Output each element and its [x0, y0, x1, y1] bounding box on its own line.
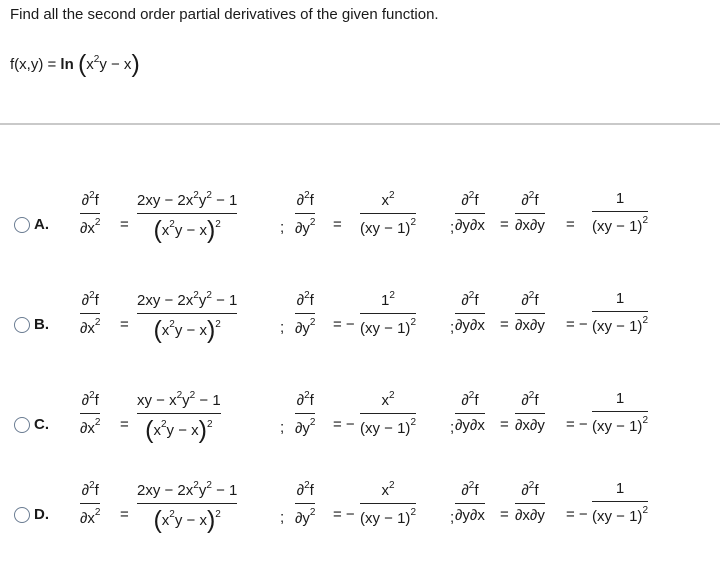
fyx-operator: ∂$^2$f ∂y∂x [455, 190, 485, 235]
fyy-operator: ∂$^2$f $\partial y^2$ [295, 290, 316, 338]
fxx-operator: ∂$^2$f $\partial x^2$ [80, 480, 101, 528]
answer-option[interactable]: C. ∂$^2$f $\partial x^2$ = xy − $x^2y^2 - 1$ $(x^2y - x)^2$ ; ∂$^2$f $\partial y^2$ = − $x^2$ (xy − 1)$^2$ ; ∂$^2$f ∂y∂x = ∂$^2$f ∂x∂y = − 1 (xy − 1)$^2$ [0, 381, 720, 471]
option-label: B. [34, 316, 49, 333]
fxx-value: xy − $x^2y^2 - 1$ $(x^2y - x)^2$ [137, 390, 221, 445]
fxx-operator: ∂$^2$f $\partial x^2$ [80, 190, 101, 238]
answer-option[interactable]: B. ∂$^2$f $\partial x^2$ = $2xy - 2x^2y^2 - 1$ $(x^2y - x)^2$ ; ∂$^2$f $\partial y^2$ = − $1^2$ (xy − 1)$^2$ ; ∂$^2$f ∂y∂x = ∂$^2$f ∂x∂y = − 1 (xy − 1)$^2$ [0, 281, 720, 371]
question-prompt: Find all the second order partial derivatives of the given function. [10, 6, 439, 23]
fyx-operator: ∂$^2$f ∂y∂x [455, 390, 485, 435]
radio-button[interactable] [14, 317, 30, 333]
fxy-operator: ∂$^2$f ∂x∂y [515, 290, 545, 335]
fxx-operator: ∂$^2$f $\partial x^2$ [80, 290, 101, 338]
answer-option[interactable]: D. ∂$^2$f $\partial x^2$ = $2xy - 2x^2y^2 - 1$ $(x^2y - x)^2$ ; ∂$^2$f $\partial y^2$ = − $x^2$ (xy − 1)$^2$ ; ∂$^2$f ∂y∂x = ∂$^2$f ∂x∂y = − 1 (xy − 1)$^2$ [0, 471, 720, 561]
fxy-operator: ∂$^2$f ∂x∂y [515, 480, 545, 525]
divider [0, 123, 720, 125]
fyy-operator: ∂$^2$f $\partial y^2$ [295, 480, 316, 528]
ln-operator: ln [60, 56, 74, 73]
fxx-value: $2xy - 2x^2y^2 - 1$ $(x^2y - x)^2$ [137, 480, 238, 535]
fxx-value: $2xy - 2x^2y^2 - 1$ $(x^2y - x)^2$ [137, 190, 238, 245]
fyx-operator: ∂$^2$f ∂y∂x [455, 480, 485, 525]
radio-button[interactable] [14, 507, 30, 523]
radio-button[interactable] [14, 417, 30, 433]
option-label: A. [34, 216, 49, 233]
radio-button[interactable] [14, 217, 30, 233]
fyy-operator: ∂$^2$f $\partial y^2$ [295, 190, 316, 238]
fyy-value: $1^2$ (xy − 1)$^2$ [360, 290, 416, 338]
fxy-operator: ∂$^2$f ∂x∂y [515, 190, 545, 235]
fxy-operator: ∂$^2$f ∂x∂y [515, 390, 545, 435]
fxx-operator: ∂$^2$f $\partial x^2$ [80, 390, 101, 438]
answer-option[interactable]: A. ∂$^2$f $\partial x^2$ = $2xy - 2x^2y^2 - 1$ $(x^2y - x)^2$ ; ∂$^2$f $\partial y^2$ = $x^2$ (xy − 1)$^2$ ; ∂$^2$f ∂y∂x = ∂$^2$f ∂x∂y = 1 (xy − 1)$^2$ [0, 181, 720, 271]
fxx-value: $2xy - 2x^2y^2 - 1$ $(x^2y - x)^2$ [137, 290, 238, 345]
option-label: C. [34, 416, 49, 433]
fxy-value: 1 (xy − 1)$^2$ [592, 290, 648, 336]
option-label: D. [34, 506, 49, 523]
given-function: $f(x,y) = \ln (x^2y - x)$ [10, 50, 140, 78]
fyx-operator: ∂$^2$f ∂y∂x [455, 290, 485, 335]
fyy-value: $x^2$ (xy − 1)$^2$ [360, 390, 416, 438]
fxy-value: 1 (xy − 1)$^2$ [592, 190, 648, 236]
fxy-value: 1 (xy − 1)$^2$ [592, 480, 648, 526]
fyy-operator: ∂$^2$f $\partial y^2$ [295, 390, 316, 438]
function-lhs: f(x,y) = [10, 56, 61, 73]
fyy-value: $x^2$ (xy − 1)$^2$ [360, 480, 416, 528]
fxy-value: 1 (xy − 1)$^2$ [592, 390, 648, 436]
fyy-value: $x^2$ (xy − 1)$^2$ [360, 190, 416, 238]
